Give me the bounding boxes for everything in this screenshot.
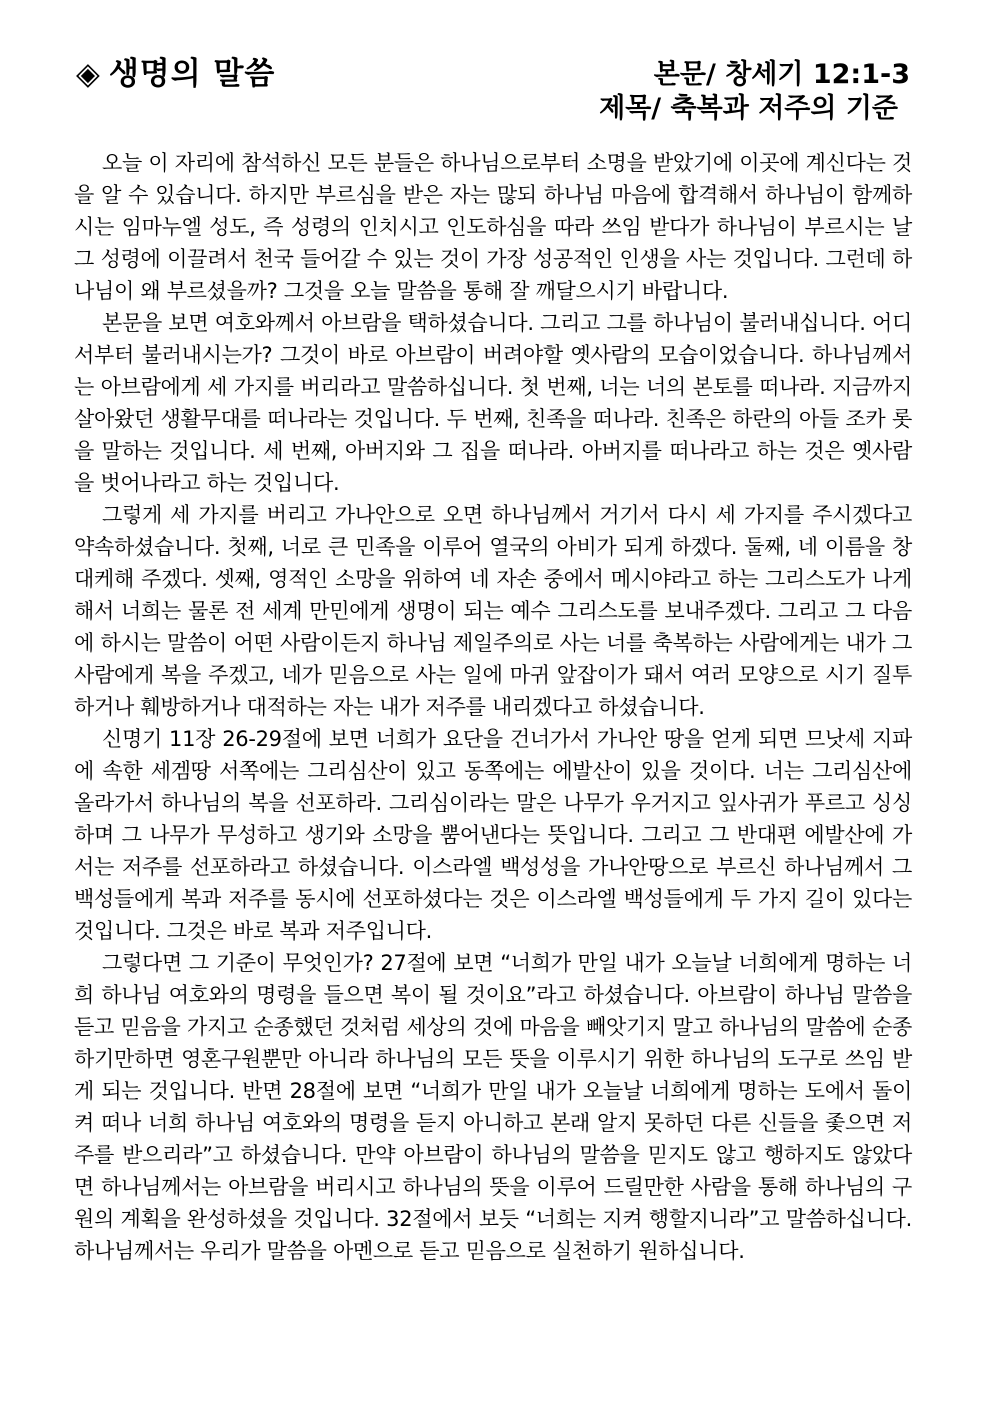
scripture-label: 본문 [653,59,706,90]
sermon-body [74,147,912,1267]
scripture-ref-text: / 창세기 12:1-3 [705,59,910,90]
sermon-title-text: / 축복과 저주의 기준 [651,93,898,124]
sermon-reference-block [599,58,910,126]
section-title-text: 생명의 말씀 [108,56,276,92]
diamond-bullet-icon: ◈ [76,56,101,92]
paragraph-2: 본문을 보면 여호와께서 아브람을 택하셨습니다. 그리고 그를 하나님이 불러내십니다. 어디서부터 불러내시는가? 그것이 바로 아브람이 버려야할 옛사람의 모습이었습니다. 하나님께서는 아브람에게 세 가지를 버리라고 말씀하십니다. 첫 번째, 너는 너의 본토를 떠나라. 지금까지 살아왔던 생활무대를 떠나라는 것입니다. 두 번째, 친족을 떠나라. 친족은 하란의 아들 조카 롯을 말하는 것입니다. 세 번째, 아버지와 그 집을 떠나라. 아버지를 떠나라고 하는 것은 옛사람을 벗어나라고 하는 것입니다. [74,311,912,495]
title-label: 제목 [599,93,652,124]
section-heading [76,48,275,93]
paragraph-5: 그렇다면 그 기준이 무엇인가? 27절에 보면 “너희가 만일 내가 오늘날 너희에게 명하는 너희 하나님 여호와의 명령을 들으면 복이 될 것이요”라고 하셨습니다. 아브람이 하나님 말씀을 듣고 믿음을 가지고 순종했던 것처럼 세상의 것에 마음을 빼앗기지 말고 하나님의 말씀에 순종하기만하면 영혼구원뿐만 아니라 하나님의 모든 뜻을 이루시기 위한 하나님의 도구로 쓰임 받게 되는 것입니다. 반면 28절에 보면 “너희가 만일 내가 오늘날 너희에게 명하는 도에서 돌이켜 떠나 너희 하나님 여호와의 명령을 듣지 아니하고 본래 알지 못하던 다른 신들을 좇으면 저주를 받으리라”고 하셨습니다. 만약 아브람이 하나님의 말씀을 믿지도 않고 행하지도 않았다면 하나님께서는 아브람을 버리시고 하나님의 뜻을 이루어 드릴만한 사람을 통해 하나님의 구원의 계획을 완성하셨을 것입니다. 32절에서 보듯 “너희는 지켜 행할지니라”고 말씀하십니다. 하나님께서는 우리가 말씀을 아멘으로 듣고 믿음으로 실천하기 원하십니다. [74,951,912,1263]
scripture-reference [599,58,910,92]
paragraph-3: 그렇게 세 가지를 버리고 가나안으로 오면 하나님께서 거기서 다시 세 가지를 주시겠다고 약속하셨습니다. 첫째, 너로 큰 민족을 이루어 열국의 아비가 되게 하겠다. 둘째, 네 이름을 창대케해 주겠다. 셋째, 영적인 소망을 위하여 네 자손 중에서 메시야라고 하는 그리스도가 나게 해서 너희는 물론 전 세계 만민에게 생명이 되는 예수 그리스도를 보내주겠다. 그리고 그 다음에 하시는 말씀이 어떤 사람이든지 하나님 제일주의로 사는 너를 축복하는 사람에게는 내가 그 사람에게 복을 주겠고, 네가 믿음으로 사는 일에 마귀 앞잡이가 돼서 여러 모양으로 시기 질투하거나 훼방하거나 대적하는 자는 내가 저주를 내리겠다고 하셨습니다. [74,503,912,719]
paragraph-1: 오늘 이 자리에 참석하신 모든 분들은 하나님으로부터 소명을 받았기에 이곳에 계신다는 것을 알 수 있습니다. 하지만 부르심을 받은 자는 많되 하나님 마음에 합격해서 하나님이 함께하시는 임마누엘 성도, 즉 성령의 인치시고 인도하심을 따라 쓰임 받다가 하나님이 부르시는 날 그 성령에 이끌려서 천국 들어갈 수 있는 것이 가장 성공적인 인생을 사는 것입니다. 그런데 하나님이 왜 부르셨을까? 그것을 오늘 말씀을 통해 잘 깨달으시기 바랍니다. [74,151,912,303]
sermon-title [599,92,898,126]
paragraph-4: 신명기 11장 26-29절에 보면 너희가 요단을 건너가서 가나안 땅을 얻게 되면 므낫세 지파에 속한 세겜땅 서쪽에는 그리심산이 있고 동쪽에는 에발산이 있을 것이다. 너는 그리심산에 올라가서 하나님의 복을 선포하라. 그리심이라는 말은 나무가 우거지고 잎사귀가 푸르고 싱싱하며 그 나무가 무성하고 생기와 소망을 뿜어낸다는 뜻입니다. 그리고 그 반대편 에발산에 가서는 저주를 선포하라고 하셨습니다. 이스라엘 백성성을 가나안땅으로 부르신 하나님께서 그 백성들에게 복과 저주를 동시에 선포하셨다는 것은 이스라엘 백성들에게 두 가지 길이 있다는 것입니다. 그것은 바로 복과 저주입니다. [74,727,913,943]
